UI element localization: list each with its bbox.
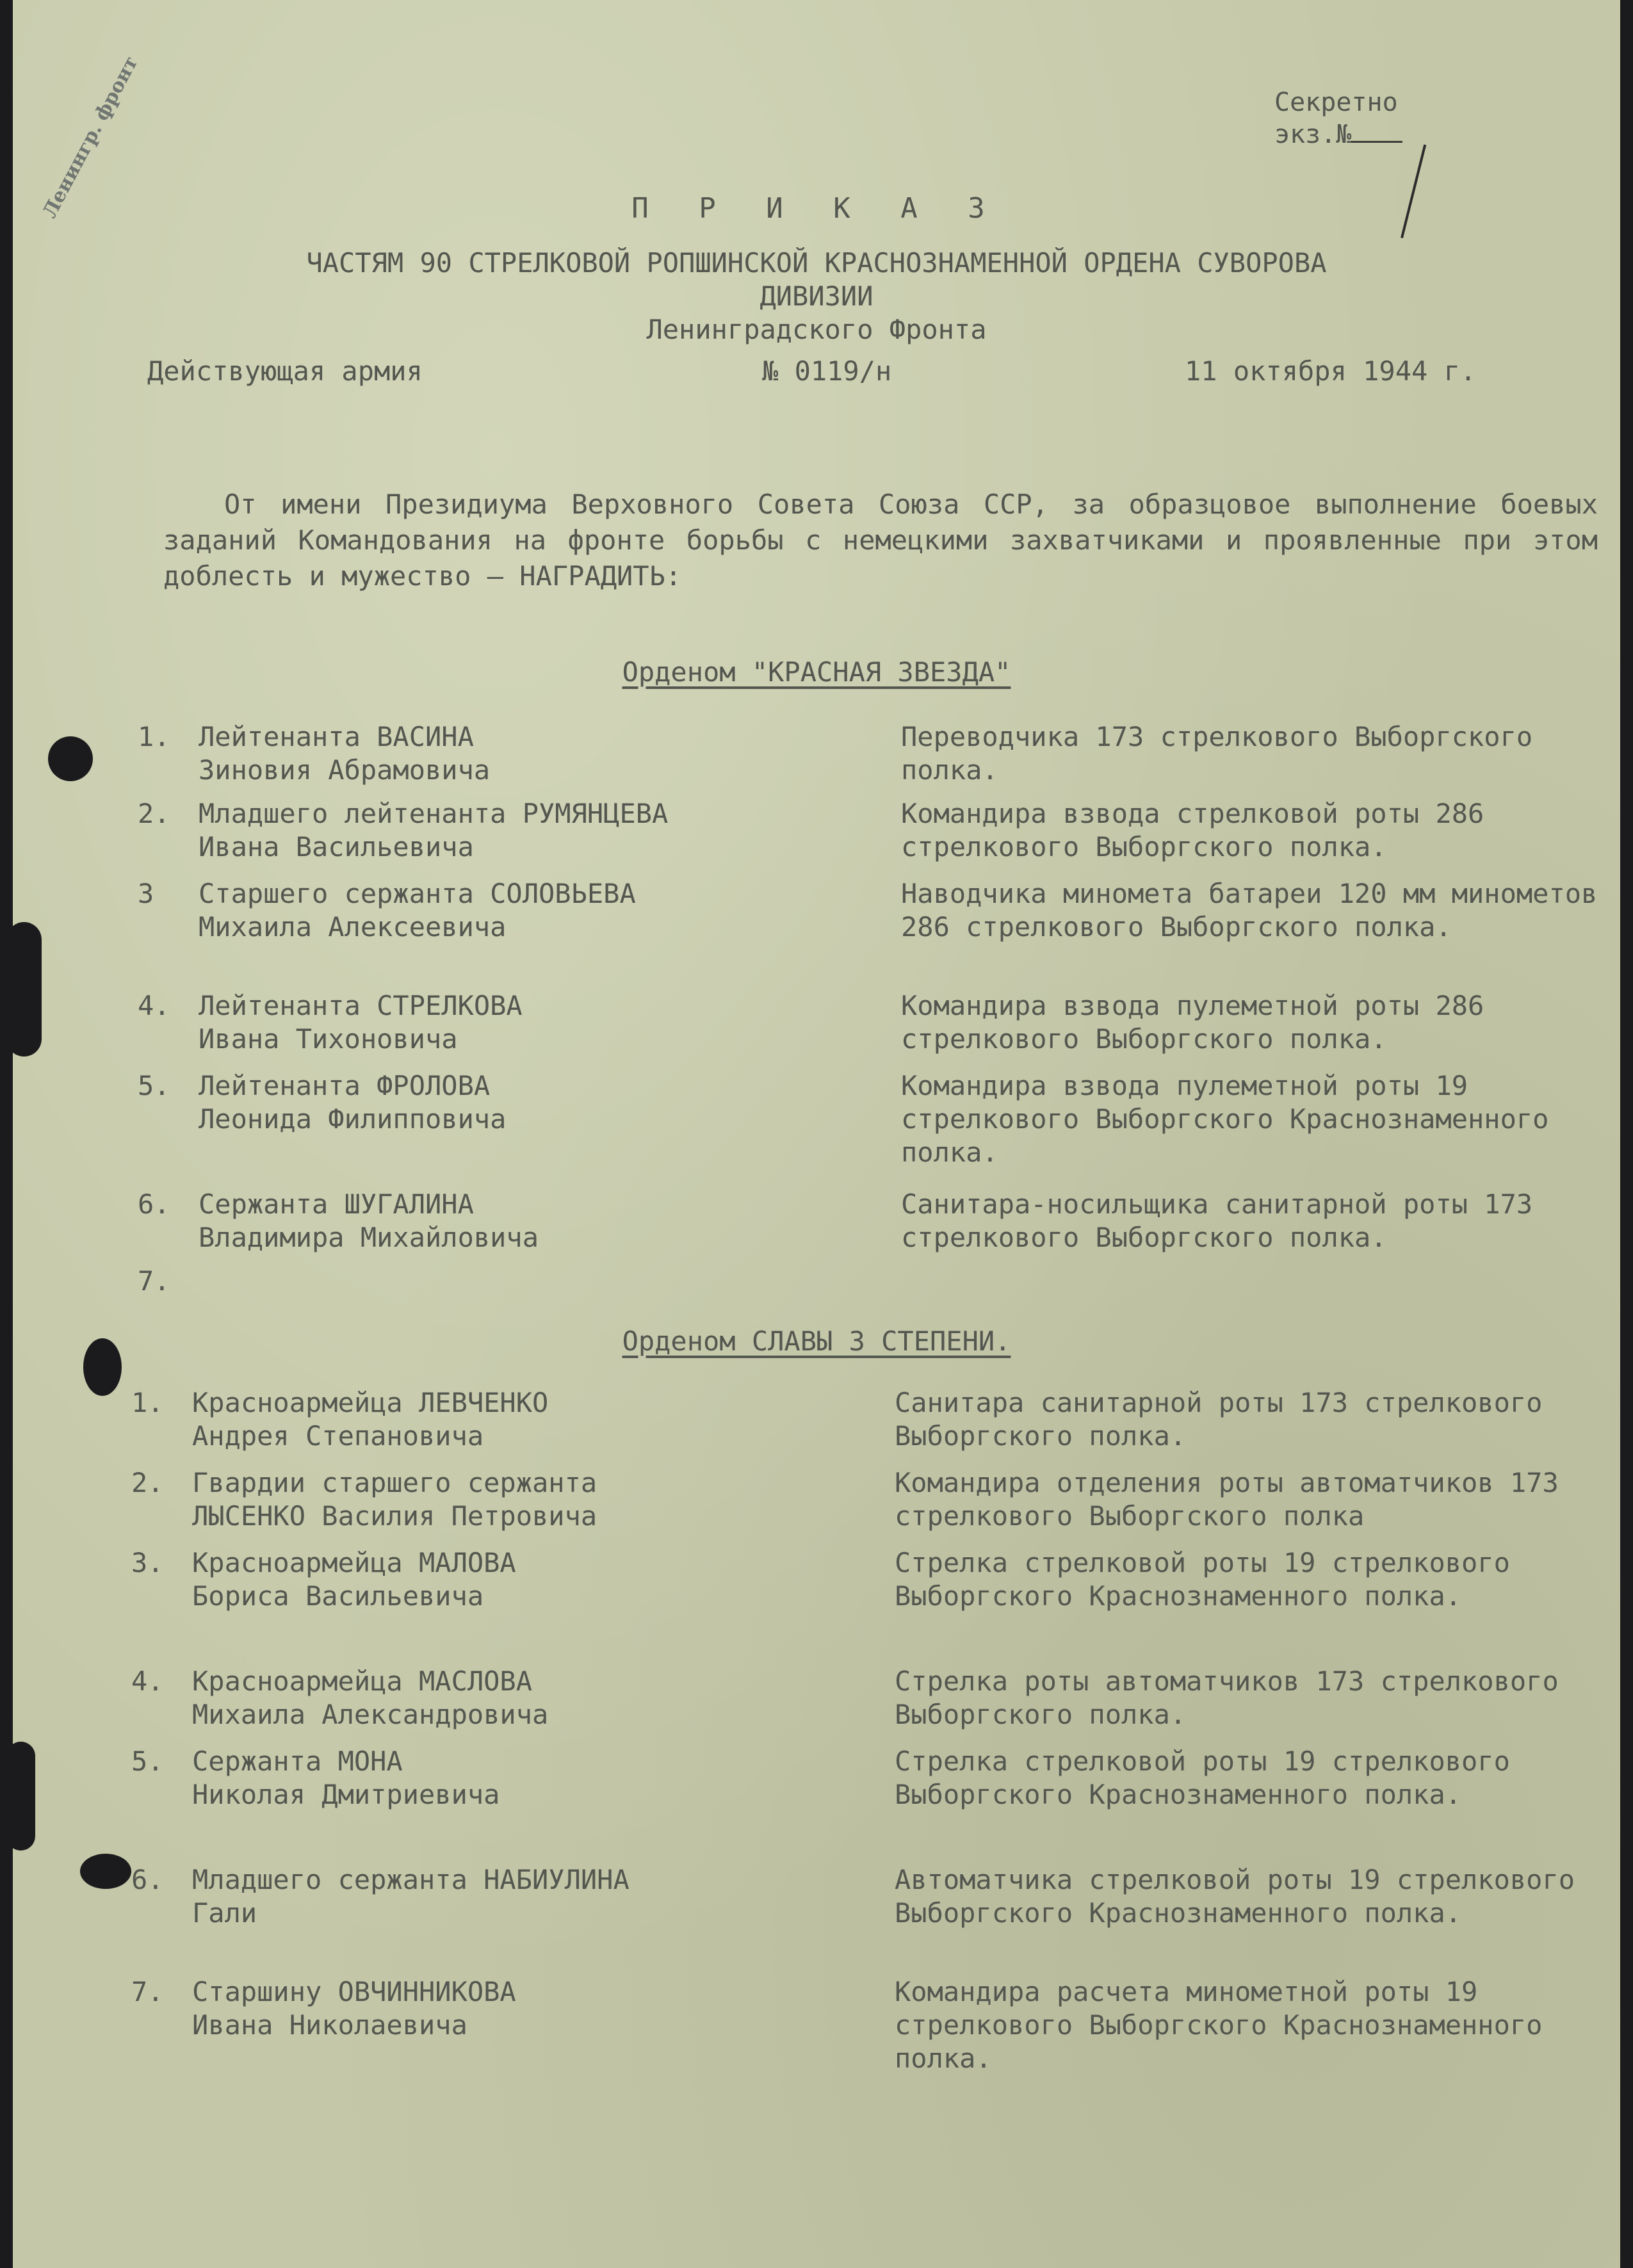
recipient-name: Лейтенанта ВАСИНА Зиновия Абрамовича	[199, 721, 491, 786]
recipient-name: Старшину ОВЧИННИКОВА Ивана Николаевича	[192, 1976, 516, 2041]
document-title: П Р И К А З	[631, 192, 1002, 225]
entry-number: 7.	[131, 1976, 164, 2007]
recipient-name: Сержанта ШУГАЛИНА Владимира Михайловича	[199, 1188, 539, 1253]
entry-number: 4.	[131, 1665, 164, 1697]
secrecy-mark	[1274, 86, 1402, 150]
entry-number: 6.	[131, 1864, 164, 1895]
copy-number: экз.№	[1274, 118, 1402, 150]
entry-number: 6.	[138, 1188, 170, 1220]
entry-number: 1.	[131, 1387, 164, 1418]
entry-number: 2.	[131, 1467, 164, 1498]
recipient-position: Стрелка стрелковой роты 19 стрелкового Выборгского Краснознаменного полка.	[895, 1547, 1510, 1612]
recipient-position: Переводчика 173 стрелкового Выборгского полка.	[901, 721, 1533, 786]
entry-number: 2.	[138, 798, 170, 829]
unit-heading: ЧАСТЯМ 90 СТРЕЛКОВОЙ РОПШИНСКОЙ КРАСНОЗНАМЕННОЙ ОРДЕНА СУВОРОВА ДИВИЗИИ Ленинградского Фронта	[306, 247, 1327, 345]
section-title: Орденом СЛАВЫ 3 СТЕПЕНИ.	[622, 1325, 1011, 1357]
paper-damage	[80, 1854, 131, 1889]
entry-number: 4.	[138, 990, 170, 1021]
entry-number: 5.	[138, 1070, 170, 1101]
recipient-name: Лейтенанта СТРЕЛКОВА Ивана Тихоновича	[199, 990, 523, 1055]
stamp: Ленингр. фронт	[38, 53, 143, 222]
document-sheet	[13, 0, 1620, 2268]
recipient-position: Командира расчета минометной роты 19 стрелкового Выборгского Краснознаменного полка.	[895, 1976, 1543, 2074]
entry-number: 7.	[138, 1265, 170, 1297]
entry-number: 5.	[131, 1746, 164, 1777]
section-title: Орденом "КРАСНАЯ ЗВЕЗДА"	[622, 656, 1011, 688]
recipient-name: Сержанта МОНА Николая Дмитриевича	[192, 1746, 500, 1810]
recipient-position: Наводчика миномета батареи 120 мм минометов 286 стрелкового Выборгского полка.	[901, 878, 1598, 943]
recipient-position: Стрелка роты автоматчиков 173 стрелкового Выборгского полка.	[895, 1665, 1559, 1730]
paper-damage	[6, 1742, 35, 1851]
recipient-name: Лейтенанта ФРОЛОВА Леонида Филипповича	[199, 1070, 507, 1135]
recipient-position: Командира отделения роты автоматчиков 173 стрелкового Выборгского полка	[895, 1467, 1559, 1532]
paper-damage	[6, 922, 42, 1057]
recipient-position: Командира взвода пулеметной роты 19 стрелкового Выборгского Краснознаменного полка.	[901, 1070, 1549, 1168]
order-date: 11 октября 1944 г.	[1185, 355, 1477, 387]
recipient-position: Санитара санитарной роты 173 стрелкового Выборгского полка.	[895, 1387, 1543, 1452]
recipient-position: Командира взвода пулеметной роты 286 стрелкового Выборгского полка.	[901, 990, 1484, 1055]
recipient-name: Красноармейца МАСЛОВА Михаила Александровича	[192, 1665, 549, 1730]
army-label: Действующая армия	[147, 355, 423, 387]
recipient-name: Старшего сержанта СОЛОВЬЕВА Михаила Алексеевича	[199, 878, 636, 943]
entry-number: 1.	[138, 721, 170, 752]
recipient-position: Автоматчика стрелковой роты 19 стрелкового Выборгского Краснознаменного полка.	[895, 1864, 1575, 1929]
entry-number: 3.	[131, 1547, 164, 1578]
recipient-name: Красноармейца МАЛОВА Бориса Васильевича	[192, 1547, 516, 1612]
recipient-position: Командира взвода стрелковой роты 286 стрелкового Выборгского полка.	[901, 798, 1484, 863]
secrecy-label: Секретно	[1274, 88, 1398, 117]
recipient-name: Младшего лейтенанта РУМЯНЦЕВА Ивана Васильевича	[199, 798, 669, 863]
paper-damage	[48, 736, 93, 781]
entry-number: 3	[138, 878, 154, 909]
recipient-position: Санитара-носильщика санитарной роты 173 стрелкового Выборгского полка.	[901, 1188, 1533, 1253]
recipient-name: Младшего сержанта НАБИУЛИНА Гали	[192, 1864, 630, 1929]
recipient-name: Гвардии старшего сержанта ЛЫСЕНКО Василия Петровича	[192, 1467, 597, 1532]
recipient-name: Красноармейца ЛЕВЧЕНКО Андрея Степановича	[192, 1387, 549, 1452]
intro-paragraph: От имени Президиума Верховного Совета Союза ССР, за образцовое выполнение боевых заданий Командования на фронте борьбы с немецкими захватчиками и проявленные при этом доблесть и мужество – НАГРАДИТЬ:	[163, 489, 1598, 592]
recipient-position: Стрелка стрелковой роты 19 стрелкового Выборгского Краснознаменного полка.	[895, 1746, 1510, 1810]
order-number: № 0119/н	[762, 355, 892, 387]
